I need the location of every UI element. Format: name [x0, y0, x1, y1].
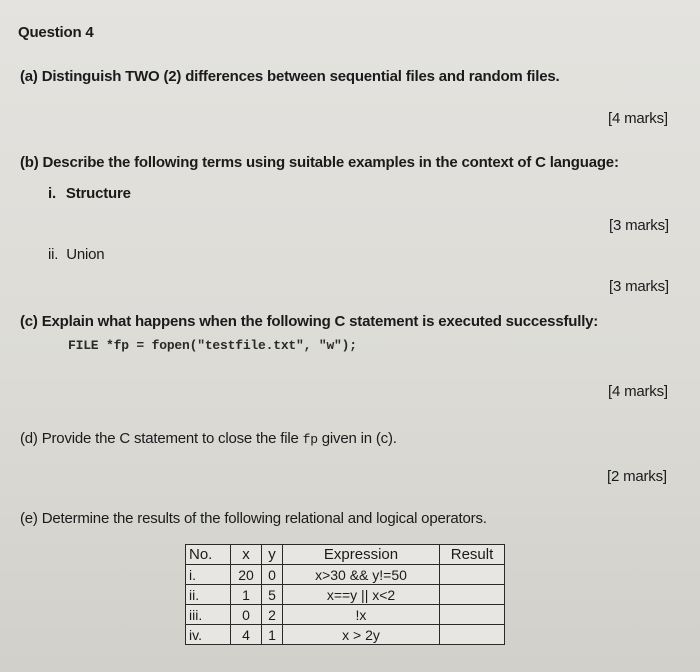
part-d-label: (d) — [20, 430, 38, 447]
row-result — [440, 565, 505, 585]
part-e-label: (e) — [20, 510, 38, 527]
row-y: 2 — [262, 605, 283, 625]
header-no: No. — [186, 545, 231, 565]
part-c-label: (c) — [20, 313, 38, 330]
table-row — [186, 625, 505, 645]
row-x: 1 — [231, 585, 262, 605]
header-x: x — [231, 545, 262, 565]
part-a-text: Distinguish TWO (2) differences between sequential files and random files. — [41, 68, 560, 85]
table-header-row — [186, 545, 505, 565]
part-e-question — [20, 510, 487, 527]
part-b-item-num: ii. — [48, 246, 59, 263]
row-y: 1 — [262, 625, 283, 645]
row-no: i. — [186, 565, 231, 585]
part-c-code: FILE *fp = fopen("testfile.txt", "w"); — [68, 338, 357, 353]
part-a-question — [20, 68, 560, 85]
row-y: 0 — [262, 565, 283, 585]
part-d-text-before: Provide the C statement to close the file — [41, 430, 299, 447]
row-x: 4 — [231, 625, 262, 645]
part-b-item-text: Union — [66, 246, 105, 263]
row-result — [440, 625, 505, 645]
part-b-ii-marks: [3 marks] — [609, 278, 669, 295]
part-b-item-structure — [48, 185, 131, 202]
row-result — [440, 585, 505, 605]
row-expression: x==y || x<2 — [283, 585, 440, 605]
part-a-label: (a) — [20, 68, 38, 85]
table-row — [186, 565, 505, 585]
row-expression: x > 2y — [283, 625, 440, 645]
row-no: ii. — [186, 585, 231, 605]
part-d-code: fp — [302, 432, 318, 447]
row-expression: x>30 && y!=50 — [283, 565, 440, 585]
header-expression: Expression — [283, 545, 440, 565]
part-d-marks: [2 marks] — [607, 468, 667, 485]
part-b-text: Describe the following terms using suitable examples in the context of C language: — [42, 154, 619, 171]
row-no: iv. — [186, 625, 231, 645]
part-e-text: Determine the results of the following relational and logical operators. — [41, 510, 487, 527]
part-b-item-num: i. — [48, 185, 56, 202]
table-row — [186, 605, 505, 625]
part-c-text: Explain what happens when the following C statement is executed successfully: — [41, 313, 599, 330]
part-d-text-after: given in (c). — [321, 430, 397, 447]
row-expression: !x — [283, 605, 440, 625]
header-result: Result — [440, 545, 505, 565]
header-y: y — [262, 545, 283, 565]
part-c-question — [20, 313, 598, 330]
part-c-marks: [4 marks] — [608, 383, 668, 400]
part-a-marks: [4 marks] — [608, 110, 668, 127]
row-no: iii. — [186, 605, 231, 625]
row-x: 20 — [231, 565, 262, 585]
row-result — [440, 605, 505, 625]
part-b-question — [20, 154, 619, 171]
part-b-item-text: Structure — [65, 185, 131, 202]
part-b-i-marks: [3 marks] — [609, 217, 669, 234]
question-title: Question 4 — [18, 24, 94, 41]
operators-table — [185, 544, 505, 645]
table-row — [186, 585, 505, 605]
row-y: 5 — [262, 585, 283, 605]
part-b-label: (b) — [20, 154, 39, 171]
part-b-item-union — [48, 246, 104, 263]
row-x: 0 — [231, 605, 262, 625]
part-d-question — [20, 430, 397, 447]
